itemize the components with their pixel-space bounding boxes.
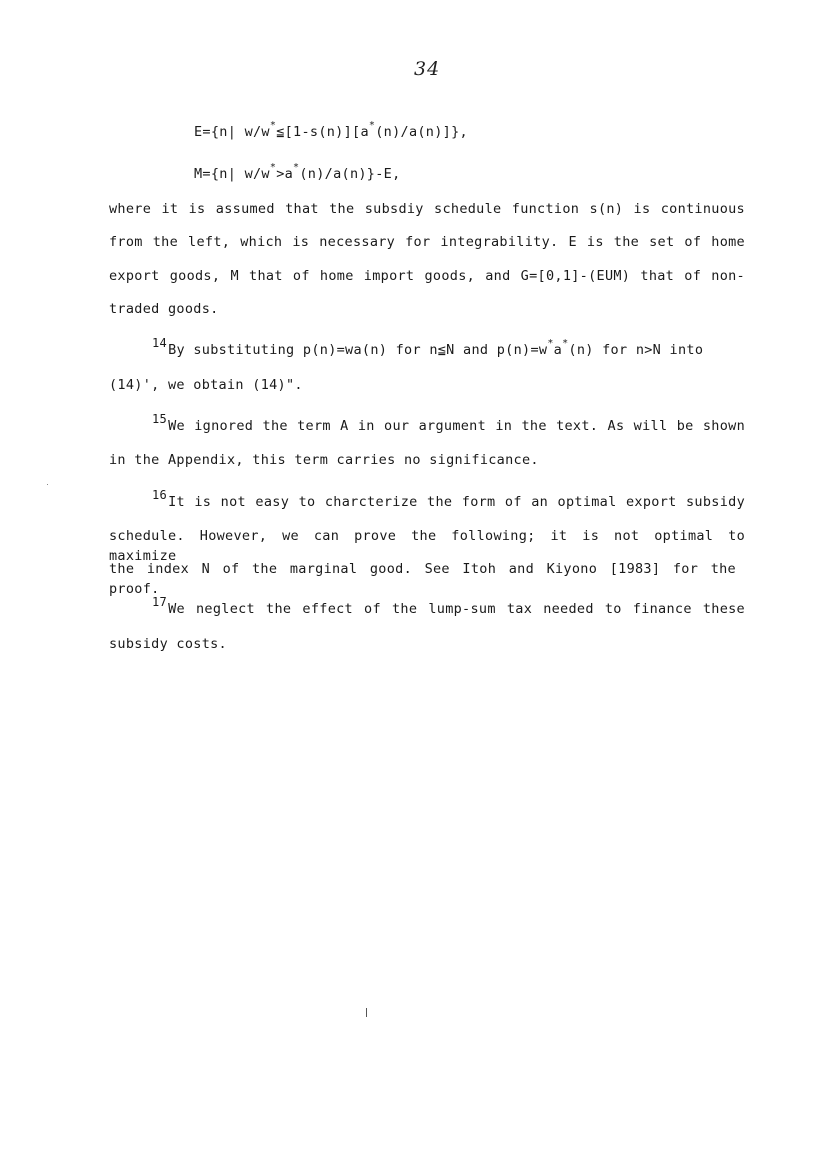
footnote-17-line-1: [152, 595, 745, 619]
eq-m-part-c: (n)/a(n)}-E,: [299, 166, 401, 182]
footnote-15-line-1: [152, 412, 745, 436]
eq-m-star-2: *: [293, 162, 300, 173]
footnote-14-star-2: *: [562, 338, 569, 349]
eq-m-star: *: [269, 162, 277, 173]
paragraph-line-2: from the left, which is necessary for integrability. E is the set of home: [109, 234, 745, 250]
equation-export-set: [194, 122, 468, 142]
eq-m-part-b: >a: [276, 166, 294, 182]
footnote-17-text: We neglect the effect of the lump-sum tax needed to finance these: [168, 601, 745, 617]
footnote-14-text-c: (n) for n>N into: [568, 342, 704, 358]
equation-import-set: [194, 164, 401, 184]
page-number: 34: [414, 58, 441, 80]
eq-e-star-2: *: [368, 120, 376, 131]
paragraph-line-3: export goods, M that of home import goods, and G=[0,1]-(EUM) that of non-: [109, 268, 745, 284]
footnote-14-line-2: (14)', we obtain (14)".: [109, 377, 303, 393]
footnote-16-line-2: schedule. However, we can prove the following; it is not optimal to maximize: [109, 528, 745, 564]
eq-e-star: *: [269, 120, 277, 131]
margin-mark: [47, 484, 48, 485]
footnote-16-text: It is not easy to charcterize the form of an optimal export subsidy: [168, 494, 745, 510]
footnote-14-star-1: *: [547, 338, 554, 349]
footnote-14-text-a: By substituting p(n)=wa(n) for n≦N and p(n)=w: [168, 342, 548, 358]
footnote-17-line-2: subsidy costs.: [109, 636, 227, 652]
paragraph-line-1: where it is assumed that the subsdiy schedule function s(n) is continuous: [109, 201, 745, 217]
footnote-15-number: 15: [152, 412, 168, 426]
eq-e-part-b: ≦[1-s(n)][a: [276, 124, 369, 140]
footnote-16-line-1: [152, 488, 745, 512]
footnote-14-line-1: [152, 336, 745, 360]
eq-e-part-a: E={n| w/w: [194, 124, 270, 140]
footnote-14-number: 14: [152, 336, 168, 350]
footnote-16-number: 16: [152, 488, 168, 502]
footnote-14-text-b: a: [553, 342, 563, 358]
eq-e-part-c: (n)/a(n)]},: [375, 124, 468, 140]
footnote-15-line-2: in the Appendix, this term carries no significance.: [109, 452, 539, 468]
footnote-16-line-3: the index N of the marginal good. See Itoh and Kiyono [1983] for the proof.: [109, 561, 736, 597]
footnote-17-number: 17: [152, 595, 168, 609]
eq-m-part-a: M={n| w/w: [194, 166, 270, 182]
bottom-mark: [366, 1008, 367, 1017]
paragraph-line-4: traded goods.: [109, 301, 219, 317]
footnote-15-text: We ignored the term A in our argument in the text. As will be shown: [168, 418, 745, 434]
